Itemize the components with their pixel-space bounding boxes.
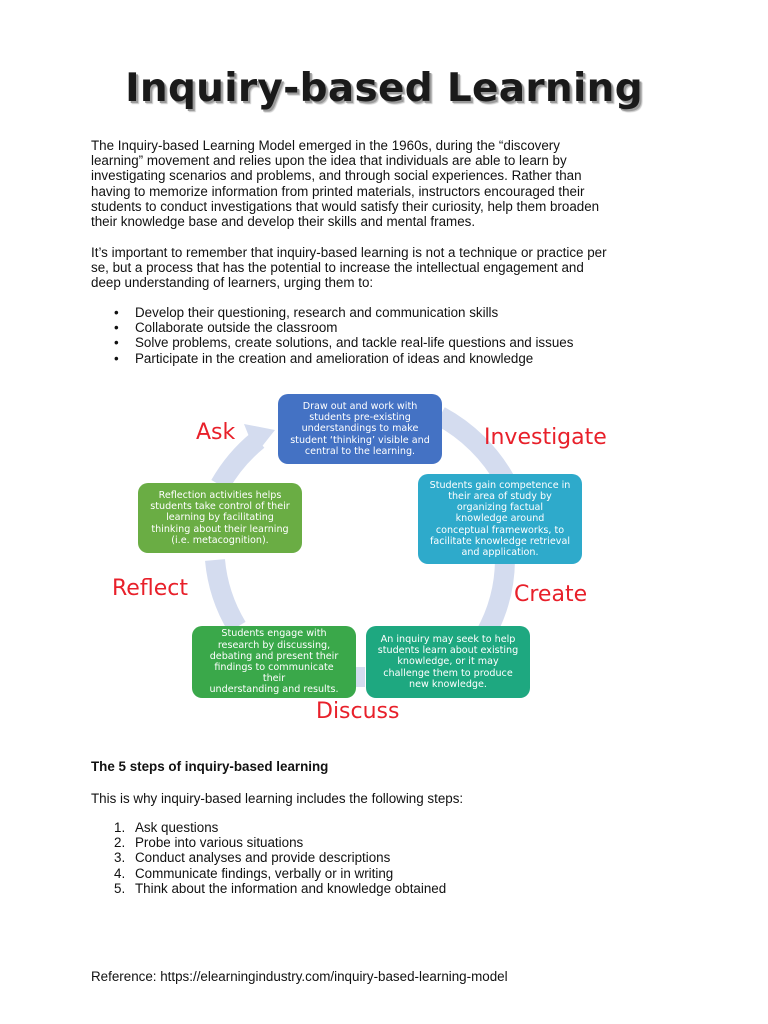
box-line: Reflection activities helps [158,489,282,501]
stage-label-reflect: Reflect [112,576,188,601]
bullet-item: • Participate in the creation and amelioration of ideas and knowledge [114,351,714,366]
create-box [366,626,530,698]
bullet-item: • Collaborate outside the classroom [114,320,714,335]
bullet-item: • Develop their questioning, research and communication skills [114,305,714,320]
discuss-box [192,626,356,698]
box-line: challenge them to produce [383,667,513,679]
step-number: 2. [114,835,126,851]
list-item [114,850,446,865]
box-line: Draw out and work with [302,400,418,412]
step-text: Communicate findings, verbally or in writing [135,865,394,881]
stage-label-create: Create [514,582,588,607]
steps-intro: This is why inquiry-based learning includes the following steps: [91,791,464,806]
arc-discuss-reflect [215,560,237,627]
box-line: understandings to make [301,423,419,435]
box-line: thinking about their learning [151,523,289,535]
step-number: 1. [114,820,126,835]
arc-reflect-ask [220,440,258,485]
box-line: An inquiry may seek to help [380,633,516,645]
list-item [114,820,446,835]
steps-heading: The 5 steps of inquiry-based learning [91,759,329,774]
importance-line: deep understanding of learners, urging them to: [91,275,374,291]
inquiry-cycle-diagram [0,380,768,740]
step-number: 4. [114,865,126,881]
importance-paragraph [91,245,691,291]
box-line: students learn about existing [377,645,519,657]
stage-label-investigate: Investigate [484,425,607,450]
list-item [114,866,446,881]
box-line: Students gain competence in [429,479,571,491]
stage-label-discuss: Discuss [316,699,400,724]
investigate-box [418,474,582,564]
box-line: and application. [461,547,539,558]
box-line: new knowledge. [409,678,487,690]
box-line: (i.e. metacognition). [171,534,269,546]
intro-paragraph [91,138,691,229]
box-line: understanding and results. [209,684,339,696]
intro-line: investigating scenarios and problems, and through social experiences. Rather than [91,168,582,184]
intro-line: their knowledge base and develop their skills and mental frames. [91,214,476,230]
bullet-item: • Solve problems, create solutions, and tackle real-life questions and issues [114,335,714,350]
box-line: research by discussing, [217,639,331,651]
arc-investigate-create [485,560,505,635]
step-text: Ask questions [135,820,219,835]
importance-line: It’s important to remember that inquiry-based learning is not a technique or practice per [91,245,607,260]
list-item [114,881,446,896]
page-title: Inquiry-based Learning [125,66,643,111]
importance-line: se, but a process that has the potential to increase the intellectual engagement and [91,260,584,276]
step-number: 5. [114,880,126,896]
box-line: student ‘thinking’ visible and [290,434,430,446]
reflect-box [138,483,302,553]
intro-line: learning” movement and relies upon the idea that individuals are able to learn by [91,153,567,169]
box-line: central to the learning. [304,445,416,457]
box-line: students take control of their [150,501,290,513]
box-line: debating and present their [209,650,339,662]
box-line: knowledge, or it may [397,656,499,668]
steps-list [114,820,446,896]
step-text: Conduct analyses and provide descriptions [135,850,391,866]
box-line: learning by facilitating [166,512,274,524]
box-line: their area of study by [448,490,552,502]
ask-box [278,394,442,464]
box-line: Students engage with [221,628,327,640]
intro-line: The Inquiry-based Learning Model emerged in the 1960s, during the “discovery [91,138,560,153]
box-line: facilitate knowledge retrieval [429,535,571,547]
step-number: 3. [114,850,126,866]
intro-line: students to conduct investigations that would satisfy their curiosity, help them broaden [91,198,600,214]
box-line: conceptual frameworks, to [435,524,565,536]
intro-line: having to memorize information from printed materials, instructors encouraged their [91,183,585,199]
bullet-list [114,305,714,366]
box-line: organizing factual [456,502,544,514]
box-line: findings to communicate their [214,662,334,685]
box-line: knowledge around [455,513,545,525]
stage-label-ask: Ask [196,420,236,445]
list-item [114,835,446,850]
step-text: Think about the information and knowledge obtained [135,880,447,896]
box-line: students pre-existing [309,412,411,424]
reference-link[interactable]: Reference: https://elearningindustry.com/inquiry-based-learning-model [91,969,508,984]
step-text: Probe into various situations [135,835,304,851]
